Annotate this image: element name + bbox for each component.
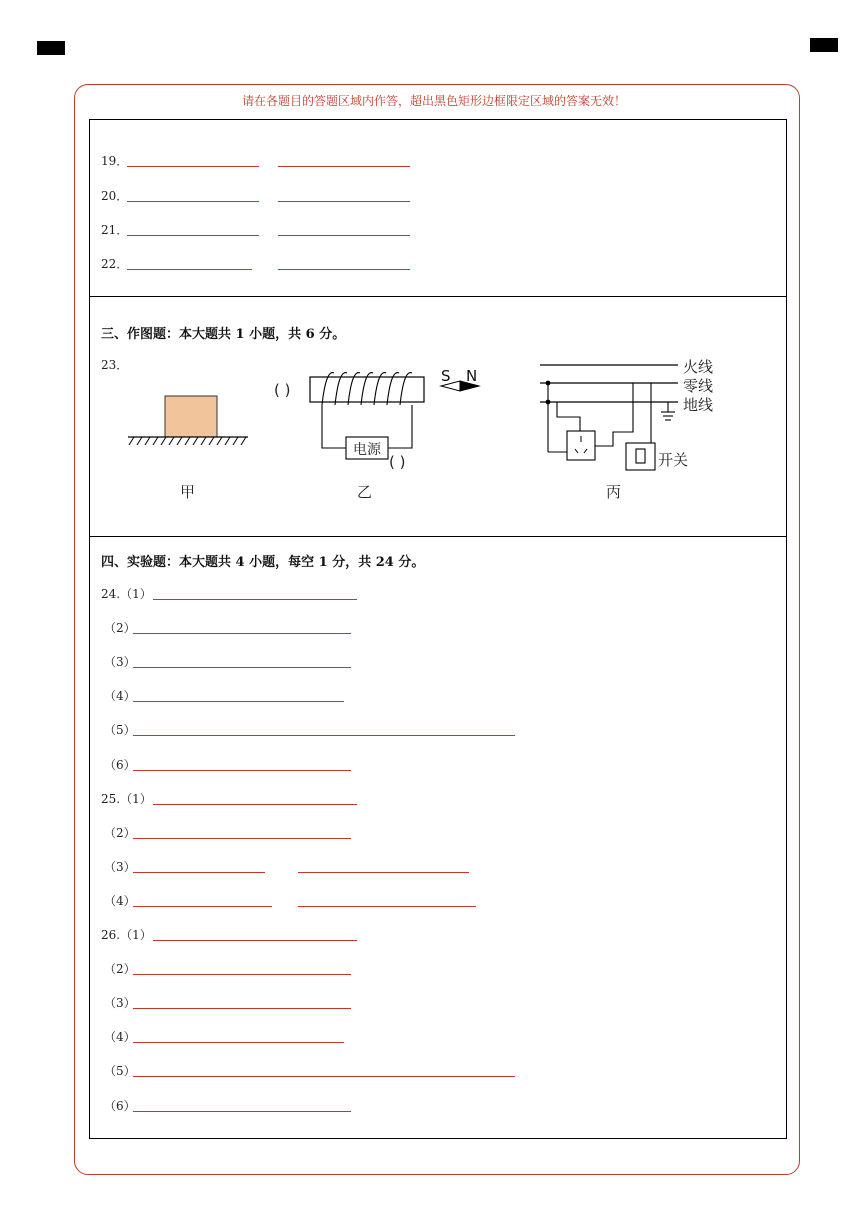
q24-part-1-blank[interactable] (153, 599, 357, 600)
question-23-label: 23． (101, 358, 129, 372)
registration-mark-left (37, 41, 65, 55)
q24-part-2-blank[interactable] (133, 633, 351, 634)
q19-blank-1[interactable] (127, 166, 259, 167)
ground-hatching (129, 437, 246, 445)
section-3-title: 三、作图题：本大题共 1 小题，共 6 分。 (101, 327, 346, 342)
q24-part-3-label: （3） (104, 655, 136, 669)
q25-part-2-label: （2） (104, 826, 136, 840)
q20-blank-2[interactable] (278, 201, 410, 202)
q24-part-5-label: （5） (104, 723, 136, 737)
section-divider-2 (89, 536, 787, 537)
q26-part-2-label: （2） (104, 962, 136, 976)
q25-part-1-blank[interactable] (153, 804, 357, 805)
q25-part-4-label: （4） (104, 894, 136, 908)
q25-part-4-blank-2[interactable] (298, 906, 476, 907)
q22-blank-1[interactable] (127, 269, 252, 270)
ground-wire-label: 地线 (683, 396, 714, 414)
answer-frame (89, 119, 787, 1139)
block (165, 396, 217, 437)
q24-part-3-blank[interactable] (133, 667, 351, 668)
section-divider-1 (89, 296, 787, 297)
q22-blank-2[interactable] (278, 269, 410, 270)
section-4-title: 四、实验题：本大题共 4 小题，每空 1 分，共 24 分。 (101, 555, 425, 570)
switch-toggle (636, 449, 645, 463)
q25-part-3-blank-2[interactable] (298, 872, 469, 873)
switch-label: 开关 (658, 451, 689, 469)
q24-part-4-blank[interactable] (133, 701, 344, 702)
q26-part-1-blank[interactable] (153, 940, 357, 941)
q24-part-4-label: （4） (104, 689, 136, 703)
q26-part-2-blank[interactable] (133, 974, 351, 975)
power-source-label: 电源 (353, 442, 381, 458)
q24-part-6-label: （6） (104, 758, 136, 772)
q19-blank-2[interactable] (278, 166, 410, 167)
socket-box (567, 431, 595, 460)
question-19-label: 19． (101, 154, 129, 168)
q25-part-4-blank-1[interactable] (133, 906, 272, 907)
answer-area-notice: 请在各题目的答题区域内作答，超出黑色矩形边框限定区域的答案无效！ (241, 94, 626, 108)
q26-part-4-label: （4） (104, 1030, 136, 1044)
q24-part-2-label: （2） (104, 621, 136, 635)
q21-blank-2[interactable] (278, 235, 410, 236)
question-20-label: 20． (101, 189, 129, 203)
q21-blank-1[interactable] (127, 235, 259, 236)
question-21-label: 21． (101, 223, 129, 237)
coil-core (310, 377, 424, 402)
question-22-label: 22． (101, 257, 129, 271)
q25-part-3-blank-1[interactable] (133, 872, 265, 873)
q26-part-4-blank[interactable] (133, 1042, 344, 1043)
live-wire-label: 火线 (683, 358, 714, 376)
q25-part-3-label: （3） (104, 860, 136, 874)
figure-yi-caption: 乙 (357, 483, 373, 501)
circuit-wire-right (388, 405, 412, 448)
q26-part-3-blank[interactable] (133, 1008, 351, 1009)
q25-part-1-label: 25.（1） (101, 792, 152, 806)
q26-part-1-label: 26.（1） (101, 928, 152, 942)
q26-part-6-blank[interactable] (133, 1111, 351, 1112)
q24-part-6-blank[interactable] (133, 770, 351, 771)
neutral-wire-label: 零线 (683, 377, 714, 395)
q26-part-3-label: （3） (104, 996, 136, 1010)
earth-symbol (661, 412, 675, 420)
circuit-wire-left (322, 405, 346, 448)
power-polarity-bracket: ( ) (389, 453, 406, 471)
compass-n-label: N (466, 367, 478, 385)
compass-s-label: S (441, 367, 451, 385)
q25-part-2-blank[interactable] (133, 838, 351, 839)
left-pole-bracket: ( ) (274, 381, 291, 399)
q24-part-1-label: 24.（1） (101, 587, 152, 601)
q26-part-5-blank[interactable] (133, 1076, 515, 1077)
figure-jia-block-on-ground[interactable] (120, 390, 255, 450)
q24-part-5-blank[interactable] (133, 735, 515, 736)
q26-part-5-label: （5） (104, 1064, 136, 1078)
figure-bing-household-circuit[interactable] (535, 354, 730, 479)
figure-jia-caption: 甲 (180, 483, 196, 501)
compass-needle (438, 364, 484, 394)
figure-bing-caption: 丙 (606, 483, 622, 501)
registration-mark-right (810, 38, 838, 52)
q26-part-6-label: （6） (104, 1099, 136, 1113)
q20-blank-1[interactable] (127, 201, 259, 202)
